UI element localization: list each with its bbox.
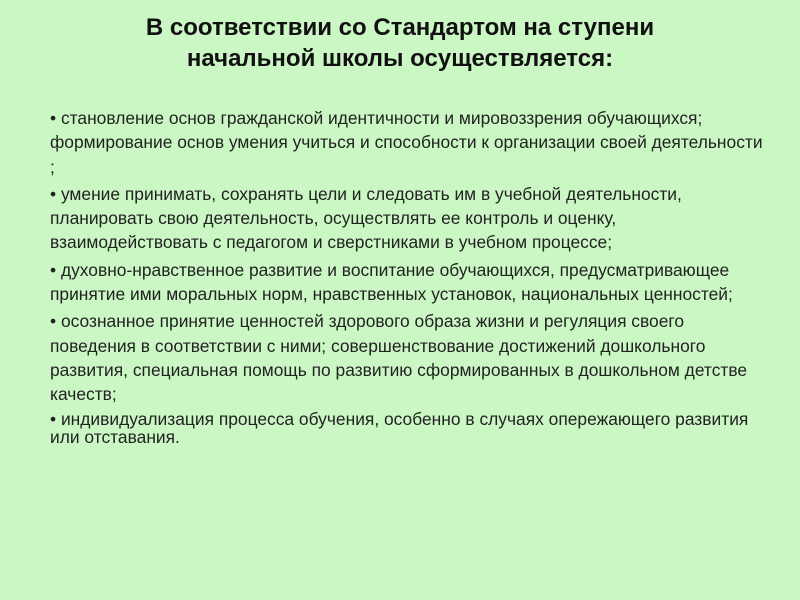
slide-title xyxy=(40,12,760,74)
list-item-text: духовно-нравственное развитие и воспитание обучающихся, предусматривающее принятие ими моральных норм, нравственных установок, национальных ценностей; xyxy=(50,259,733,305)
list-item-text: умение принимать, сохранять цели и следовать им в учебной деятельности, планировать свою деятельность, осуществлять ее контроль и оценку, взаимодействовать с педагогом и сверстниками в учебном процессе; xyxy=(50,183,682,253)
bullet-icon: • xyxy=(50,311,57,332)
bullet-icon: • xyxy=(50,108,57,128)
bullet-list xyxy=(50,106,766,449)
list-item xyxy=(50,410,766,446)
title-line-1: В соответствии со Стандартом на ступени xyxy=(145,14,655,41)
bullet-icon: • xyxy=(50,183,57,204)
list-item-text: становление основ гражданской идентичности и мировоззрения обучающихся; формирование основ умения учиться и способности к организации своей деятельности ; xyxy=(50,108,763,177)
bullet-icon: • xyxy=(50,408,57,429)
title-line-2: начальной школы осуществляется: xyxy=(186,45,614,72)
bullet-icon: • xyxy=(50,259,57,280)
list-item xyxy=(50,106,766,179)
list-item xyxy=(50,309,766,406)
list-item-text: осознанное принятие ценностей здорового образа жизни и регуляция своего поведения в соответствии с ними; совершенствование достижений дошкольного развития, специальная помощь по развитию сформированных в дошкольном детстве качеств; xyxy=(50,311,748,405)
list-item-text: индивидуализация процесса обучения, особенно в случаях опережающего развития или отставания. xyxy=(50,408,749,447)
list-item xyxy=(50,182,766,255)
list-item xyxy=(50,258,766,307)
